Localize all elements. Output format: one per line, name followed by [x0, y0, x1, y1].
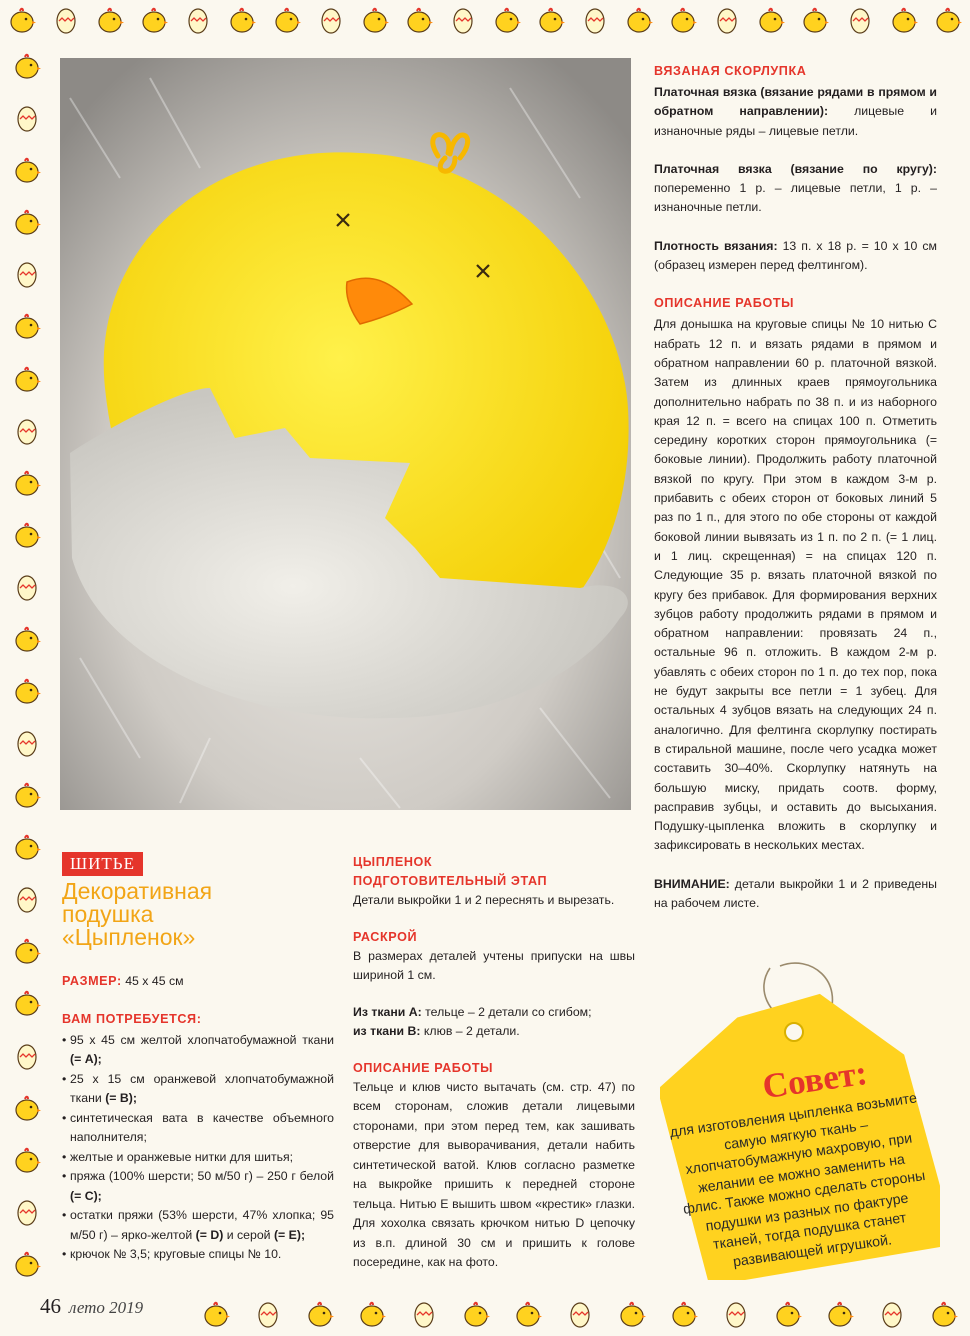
- chick-icon: [272, 5, 302, 35]
- cut-heading: РАСКРОЙ: [353, 929, 418, 944]
- egg-icon: [51, 5, 81, 35]
- list-item: • крючок № 3,5; круговые спицы № 10.: [62, 1245, 334, 1265]
- chick-icon: [773, 1299, 803, 1329]
- chick-icon: [12, 51, 42, 81]
- chick-icon: [12, 1249, 42, 1279]
- magazine-issue: лето 2019: [69, 1298, 144, 1317]
- shell-heading: ВЯЗАНАЯ СКОРЛУПКА: [654, 64, 807, 78]
- chick-icon: [12, 832, 42, 862]
- cut-text: В размерах деталей учтены припуски на швы шириной 1 см.: [353, 948, 635, 982]
- attention-paragraph: ВНИМАНИЕ: детали выкройки 1 и 2 приведены на рабочем листе.: [654, 876, 937, 910]
- tip-text: для изготовления цыпленка возьмите самую мягкую ткань – хлопчатобумажную махровую, при желании ее можно заменить на флис. Также можно сделать стороны подушки из разных по фактуре тканей, тогда подушка станет развивающей игрушкой.: [668, 1090, 927, 1270]
- prep-text: Детали выкройки 1 и 2 переснять и вырезать.: [353, 893, 615, 907]
- list-item: • 25 х 15 см оранжевой хлопчатобумажной ткани (= В);: [62, 1070, 334, 1109]
- chick-icon: [933, 5, 963, 35]
- egg-icon: [580, 5, 610, 35]
- chick-work-heading: ОПИСАНИЕ РАБОТЫ: [353, 1060, 494, 1075]
- bottom-border: [190, 1292, 970, 1336]
- egg-icon: [12, 1197, 42, 1227]
- section-rubric: ШИТЬЕ: [62, 852, 143, 876]
- chick-icon: [889, 5, 919, 35]
- chick-icon: [12, 936, 42, 966]
- chick-icon: [929, 1299, 959, 1329]
- chick-heading: ЦЫПЛЕНОК: [353, 855, 433, 869]
- left-border: [0, 40, 54, 1290]
- egg-icon: [12, 103, 42, 133]
- chick-work-text: Тельце и клюв чисто вытачать (см. стр. 47) по всем сторонам, сложив детали лицевыми сторонами, при этом перед тем, как зашивать отверстие для выворачивания, детали набить синтетической ватой. Клюв согласно разметке на выкройке пришить к передней стороне тельца. Нитью Е вышить швом «крестик» глазки. Для хохолка связать крючком нитью D цепочку из в.п. длиной 30 см и пришить к голове посередине, как на фото.: [353, 1079, 635, 1269]
- shell-work-heading: ОПИСАНИЕ РАБОТЫ: [654, 296, 795, 311]
- chick-icon: [95, 5, 125, 35]
- chick-icon: [360, 5, 390, 35]
- chick-icon: [536, 5, 566, 35]
- tip-tag: [660, 960, 940, 1280]
- chick-icon: [12, 155, 42, 185]
- chick-icon: [12, 1145, 42, 1175]
- chick-icon: [227, 5, 257, 35]
- egg-icon: [183, 5, 213, 35]
- chick-icon: [825, 1299, 855, 1329]
- egg-icon: [565, 1299, 595, 1329]
- list-item: • остатки пряжи (53% шерсти, 47% хлопка; 95 м/50 г) – ярко-желтой (= D) и серой (= Е);: [62, 1206, 334, 1245]
- egg-icon: [12, 884, 42, 914]
- left-column: [62, 972, 334, 1265]
- chick-icon: [12, 364, 42, 394]
- chick-icon: [7, 5, 37, 35]
- chick-icon: [461, 1299, 491, 1329]
- middle-column: [353, 853, 635, 1273]
- chick-icon: [513, 1299, 543, 1329]
- chick-icon: [12, 520, 42, 550]
- page-footer: [40, 1294, 143, 1322]
- shell-work-text: Для донышка на круговые спицы № 10 нитью С набрать 12 п. и вязать рядами в прямом и обратном направлении 60 р. платочной вязкой. Затем из длинных краев прямоугольника дополнительно набрать по 38 п. и из наборного края 12 п. = всего на спицах 100 п. Отметить середину коротких сторон прямоугольника (= боковые линии). Продолжить работу платочной вязкой по кругу. При этом в каждом 3-м р. прибавить с обеих сторон от боковых линий 5 раз по 1 п., для этого по обе стороны от каждой боковой линии вывязать из 1 п. по 2 п. (= 1 лиц. и 1 лиц. скрещенная) = на спицах 120 п. Следующие 35 р. вязать платочной вязкой по кругу без прибавок. Для формирования верхних зубцов работу продолжить рядами в прямом и обратном направлении: провязать 24 п., остальные 96 п. отложить. В каждом 2-м р. убавлять с обеих сторон по 1 п. до тех пор, пока не будут закрыты все петли = 1 зубец. Для остальных 4 зубцов вязать на следующих 24 п. аналогично. Для фелтинга скорлупку постирать в стиральной машине, после чего усадка может составить 30–40%. Скорлупку натянуть на большую миску, придать соотв. форму, расправив зубцы, и оставить до высыхания. Подушку-цыпленка вложить в скорлупку и зафиксировать в нескольких местах.: [654, 317, 937, 853]
- egg-icon: [721, 1299, 751, 1329]
- egg-icon: [253, 1299, 283, 1329]
- chick-icon: [139, 5, 169, 35]
- egg-icon: [12, 259, 42, 289]
- chick-icon: [624, 5, 654, 35]
- chick-icon: [12, 468, 42, 498]
- garter-round-paragraph: Платочная вязка (вязание по кругу): попеременно 1 р. – лицевые петли, 1 р. – изнаночные петли.: [654, 161, 937, 215]
- chick-icon: [404, 5, 434, 35]
- chick-icon: [668, 5, 698, 35]
- chick-icon: [492, 5, 522, 35]
- list-item: • пряжа (100% шерсти; 50 м/50 г) – 250 г белой (= С);: [62, 1167, 334, 1206]
- right-column: [654, 62, 937, 932]
- chick-icon: [617, 1299, 647, 1329]
- list-item: • 95 х 45 см желтой хлопчатобумажной ткани (= А);: [62, 1031, 334, 1070]
- fabric-b-line: из ткани В: клюв – 2 детали.: [353, 1024, 520, 1038]
- chick-icon: [12, 624, 42, 654]
- chick-icon: [12, 207, 42, 237]
- chick-icon: [357, 1299, 387, 1329]
- egg-icon: [12, 572, 42, 602]
- materials-list: [62, 1031, 334, 1265]
- chick-icon: [756, 5, 786, 35]
- egg-icon: [12, 728, 42, 758]
- list-item: • синтетическая вата в качестве объемного наполнителя;: [62, 1109, 334, 1148]
- chick-icon: [669, 1299, 699, 1329]
- list-item: • желтые и оранжевые нитки для шитья;: [62, 1148, 334, 1168]
- materials-heading: ВАМ ПОТРЕБУЕТСЯ:: [62, 1011, 202, 1026]
- chick-icon: [305, 1299, 335, 1329]
- egg-icon: [877, 1299, 907, 1329]
- egg-icon: [845, 5, 875, 35]
- chick-pillow-photo: [60, 58, 631, 810]
- garter-rows-paragraph: Платочная вязка (вязание рядами в прямом и обратном направлении): лицевые и изнаночные ряды – лицевые петли.: [654, 85, 938, 138]
- prep-heading: ПОДГОТОВИТЕЛЬНЫЙ ЭТАП: [353, 874, 548, 888]
- chick-icon: [12, 676, 42, 706]
- chick-icon: [12, 1093, 42, 1123]
- top-border: [0, 0, 970, 40]
- egg-icon: [12, 416, 42, 446]
- size-line: РАЗМЕР: 45 х 45 см: [62, 974, 184, 988]
- egg-icon: [448, 5, 478, 35]
- article-title: Декоративная подушка «Цыпленок»: [62, 878, 213, 950]
- egg-icon: [12, 1041, 42, 1071]
- chick-icon: [12, 780, 42, 810]
- tip-title: Совет:: [760, 1052, 870, 1107]
- chick-icon: [12, 311, 42, 341]
- egg-icon: [316, 5, 346, 35]
- page-number: 46: [40, 1294, 61, 1318]
- egg-icon: [712, 5, 742, 35]
- egg-icon: [409, 1299, 439, 1329]
- chick-icon: [201, 1299, 231, 1329]
- chick-icon: [800, 5, 830, 35]
- gauge-paragraph: Плотность вязания: 13 п. х 18 р. = 10 х 10 см (образец измерен перед фелтингом).: [654, 238, 937, 273]
- fabric-a-line: Из ткани А: тельце – 2 детали со сгибом;: [353, 1004, 592, 1019]
- chick-icon: [12, 988, 42, 1018]
